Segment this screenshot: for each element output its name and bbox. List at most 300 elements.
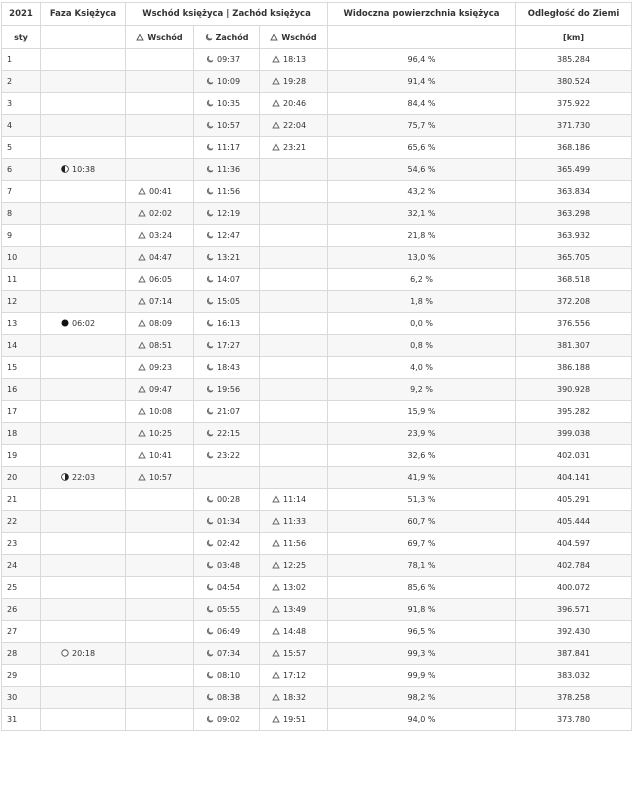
moonset-cell: [194, 665, 260, 687]
phase-cell: [41, 489, 126, 511]
moonrise-cell: [126, 511, 194, 533]
table-row: [2, 159, 632, 181]
distance-header: Odległość do Ziemi: [516, 3, 632, 26]
visible-surface-value: 15,9 %: [407, 407, 436, 416]
phase-cell: [41, 709, 126, 731]
visible-surface-cell: [328, 335, 516, 357]
table-row: [2, 379, 632, 401]
visible-surface-cell: [328, 555, 516, 577]
moonrise-icon: [138, 253, 146, 261]
table-row: [2, 291, 632, 313]
moonset-time: 18:43: [217, 363, 241, 372]
moonrise-icon: [272, 715, 280, 723]
moonrise2-time: 20:46: [283, 99, 307, 108]
moonset-icon: [206, 715, 214, 723]
day-cell: [2, 335, 41, 357]
moonset-icon: [206, 693, 214, 701]
moonrise2-cell: [260, 49, 328, 71]
distance-cell: [516, 225, 632, 247]
visible-surface-cell: [328, 291, 516, 313]
distance-value: 368.186: [556, 143, 591, 152]
visible-surface-cell: [328, 665, 516, 687]
visible-surface-cell: [328, 137, 516, 159]
table-row: [2, 401, 632, 423]
day-number: 28: [7, 649, 18, 658]
table-row: [2, 225, 632, 247]
moonrise2-time: 18:13: [283, 55, 307, 64]
phase-cell: [41, 313, 126, 335]
moonrise-icon: [138, 341, 146, 349]
moonrise-icon: [272, 99, 280, 107]
visible-surface-value: 13,0 %: [407, 253, 436, 262]
distance-cell: [516, 313, 632, 335]
moonrise2-cell: [260, 533, 328, 555]
visible-surface-cell: [328, 225, 516, 247]
distance-value: 387.841: [556, 649, 591, 658]
distance-cell: [516, 467, 632, 489]
visible-surface-value: 54,6 %: [407, 165, 436, 174]
rise-set-header: Wschód księżyca | Zachód księżyca: [126, 3, 328, 26]
table-row: [2, 423, 632, 445]
moonset-time: 10:09: [217, 77, 241, 86]
day-cell: [2, 467, 41, 489]
moonrise-cell: [126, 269, 194, 291]
day-cell: [2, 313, 41, 335]
moonset-time: 01:34: [217, 517, 241, 526]
moonrise-time: 10:41: [149, 451, 173, 460]
day-cell: [2, 379, 41, 401]
moonrise-cell: [126, 687, 194, 709]
visible-surface-cell: [328, 643, 516, 665]
moonset-time: 07:34: [217, 649, 241, 658]
distance-cell: [516, 137, 632, 159]
moonrise2-time: 13:49: [283, 605, 307, 614]
moonrise-time: 03:24: [149, 231, 173, 240]
moonset-cell: [194, 709, 260, 731]
moonset-cell: [194, 599, 260, 621]
day-cell: [2, 203, 41, 225]
day-cell: [2, 533, 41, 555]
moonrise-cell: [126, 423, 194, 445]
moonset-time: 04:54: [217, 583, 241, 592]
visible-surface-value: 0,0 %: [410, 319, 433, 328]
phase-cell: [41, 511, 126, 533]
moonset-time: 05:55: [217, 605, 241, 614]
distance-value: 405.291: [556, 495, 591, 504]
moonrise2-cell: [260, 577, 328, 599]
visible-surface-cell: [328, 533, 516, 555]
moonset-cell: [194, 49, 260, 71]
visible-surface-value: 6,2 %: [410, 275, 433, 284]
distance-cell: [516, 379, 632, 401]
day-number: 21: [7, 495, 18, 504]
moon-calendar-table: [1, 2, 632, 731]
distance-cell: [516, 621, 632, 643]
moonset-cell: [194, 137, 260, 159]
visible-surface-cell: [328, 445, 516, 467]
phase-cell: [41, 599, 126, 621]
distance-cell: [516, 203, 632, 225]
day-cell: [2, 357, 41, 379]
distance-value: 363.834: [556, 187, 591, 196]
rise1-subheader-label: Wschód: [147, 32, 183, 42]
moonset-time: 02:42: [217, 539, 241, 548]
moonrise-time: 08:51: [149, 341, 173, 350]
moonset-cell: [194, 291, 260, 313]
moonrise-cell: [126, 71, 194, 93]
moonrise2-cell: [260, 445, 328, 467]
distance-value: 363.932: [556, 231, 591, 240]
moonrise2-time: 12:25: [283, 561, 307, 570]
table-row: [2, 445, 632, 467]
distance-value: 371.730: [556, 121, 591, 130]
moonset-cell: [194, 489, 260, 511]
day-number: 7: [7, 187, 13, 196]
visible-surface-value: 9,2 %: [410, 385, 433, 394]
moonrise2-cell: [260, 357, 328, 379]
moonrise2-cell: [260, 489, 328, 511]
phase-cell: [41, 401, 126, 423]
visible-surface-cell: [328, 115, 516, 137]
moonrise-icon: [272, 561, 280, 569]
day-cell: [2, 599, 41, 621]
moonrise2-cell: [260, 467, 328, 489]
visible-surface-cell: [328, 599, 516, 621]
moonrise-icon: [138, 451, 146, 459]
moonset-icon: [206, 363, 214, 371]
visible-surface-value: 21,8 %: [407, 231, 436, 240]
moonrise-icon: [272, 143, 280, 151]
distance-cell: [516, 93, 632, 115]
moonrise-cell: [126, 445, 194, 467]
new-moon-icon: [61, 319, 69, 327]
moonrise-cell: [126, 335, 194, 357]
moonset-time: 06:49: [217, 627, 241, 636]
phase-cell: [41, 93, 126, 115]
moonrise2-cell: [260, 71, 328, 93]
phase-cell: [41, 115, 126, 137]
table-row: [2, 71, 632, 93]
distance-cell: [516, 577, 632, 599]
moonset-icon: [206, 407, 214, 415]
moonrise2-cell: [260, 665, 328, 687]
moonset-time: 19:56: [217, 385, 241, 394]
moonset-cell: [194, 577, 260, 599]
visible-surface-value: 96,5 %: [407, 627, 436, 636]
moonrise-cell: [126, 313, 194, 335]
moonset-time: 03:48: [217, 561, 241, 570]
distance-cell: [516, 643, 632, 665]
moonrise2-cell: [260, 511, 328, 533]
day-number: 11: [7, 275, 18, 284]
moonrise-icon: [138, 429, 146, 437]
moonset-icon: [206, 143, 214, 151]
moonrise-icon: [272, 671, 280, 679]
visible-surface-value: 1,8 %: [410, 297, 433, 306]
moonset-icon: [206, 231, 214, 239]
visible-subheader: [328, 26, 516, 49]
moonset-time: 14:07: [217, 275, 241, 284]
moonrise-cell: [126, 203, 194, 225]
day-number: 5: [7, 143, 13, 152]
moonset-icon: [206, 275, 214, 283]
day-number: 31: [7, 715, 18, 724]
visible-surface-value: 32,6 %: [407, 451, 436, 460]
moonrise-icon: [138, 187, 146, 195]
moonset-icon: [206, 539, 214, 547]
moonset-time: 15:05: [217, 297, 241, 306]
moonrise-cell: [126, 665, 194, 687]
distance-cell: [516, 269, 632, 291]
moonset-time: 23:22: [217, 451, 241, 460]
moonrise-cell: [126, 401, 194, 423]
table-row: [2, 643, 632, 665]
day-number: 8: [7, 209, 13, 218]
moonset-time: 11:36: [217, 165, 241, 174]
month-label: sty: [2, 26, 41, 49]
day-number: 24: [7, 561, 18, 570]
moonrise-icon: [138, 407, 146, 415]
moonset-cell: [194, 511, 260, 533]
visible-surface-cell: [328, 203, 516, 225]
day-cell: [2, 621, 41, 643]
day-cell: [2, 445, 41, 467]
visible-surface-value: 78,1 %: [407, 561, 436, 570]
moonset-cell: [194, 687, 260, 709]
phase-cell: [41, 49, 126, 71]
moonset-cell: [194, 445, 260, 467]
day-cell: [2, 401, 41, 423]
moonset-icon: [206, 605, 214, 613]
phase-cell: [41, 269, 126, 291]
moonset-cell: [194, 115, 260, 137]
moonset-cell: [194, 269, 260, 291]
moonrise-cell: [126, 643, 194, 665]
rise1-subheader: [126, 26, 194, 49]
distance-cell: [516, 159, 632, 181]
moonset-cell: [194, 621, 260, 643]
visible-surface-cell: [328, 247, 516, 269]
distance-value: 373.780: [556, 715, 591, 724]
phase-cell: [41, 665, 126, 687]
table-row: [2, 621, 632, 643]
full-moon-icon: [61, 649, 69, 657]
moonrise-cell: [126, 489, 194, 511]
moonset-icon: [206, 649, 214, 657]
day-number: 17: [7, 407, 18, 416]
phase-cell: [41, 181, 126, 203]
moonset-cell: [194, 555, 260, 577]
moonrise-time: 09:23: [149, 363, 173, 372]
distance-value: 378.258: [556, 693, 591, 702]
distance-value: 395.282: [556, 407, 591, 416]
table-row: [2, 533, 632, 555]
distance-cell: [516, 291, 632, 313]
day-number: 2: [7, 77, 13, 86]
day-number: 9: [7, 231, 13, 240]
moonset-icon: [206, 561, 214, 569]
day-number: 15: [7, 363, 18, 372]
moonrise-cell: [126, 247, 194, 269]
day-number: 6: [7, 165, 13, 174]
moonset-icon: [206, 451, 214, 459]
visible-surface-cell: [328, 709, 516, 731]
moonrise-icon: [272, 517, 280, 525]
visible-surface-value: 99,9 %: [407, 671, 436, 680]
phase-cell: [41, 71, 126, 93]
moonrise2-time: 14:48: [283, 627, 307, 636]
table-row: [2, 93, 632, 115]
moonset-icon: [206, 187, 214, 195]
moonrise2-cell: [260, 643, 328, 665]
distance-value: 400.072: [556, 583, 591, 592]
moonrise-icon: [138, 473, 146, 481]
moonrise2-cell: [260, 555, 328, 577]
moonrise2-cell: [260, 599, 328, 621]
moonset-time: 10:57: [217, 121, 241, 130]
table-row: [2, 137, 632, 159]
distance-cell: [516, 709, 632, 731]
visible-surface-cell: [328, 357, 516, 379]
distance-value: 365.705: [556, 253, 591, 262]
moonset-time: 00:28: [217, 495, 241, 504]
table-row: [2, 687, 632, 709]
visible-surface-value: 51,3 %: [407, 495, 436, 504]
visible-surface-value: 96,4 %: [407, 55, 436, 64]
table-row: [2, 555, 632, 577]
visible-surface-cell: [328, 511, 516, 533]
moonrise2-cell: [260, 93, 328, 115]
set-subheader: [194, 26, 260, 49]
moonset-cell: [194, 423, 260, 445]
visible-surface-cell: [328, 313, 516, 335]
visible-surface-value: 75,7 %: [407, 121, 436, 130]
visible-surface-value: 4,0 %: [410, 363, 433, 372]
moonset-time: 21:07: [217, 407, 241, 416]
moonset-time: 16:13: [217, 319, 241, 328]
distance-value: 404.597: [556, 539, 591, 548]
table-row: [2, 577, 632, 599]
moonset-time: 17:27: [217, 341, 241, 350]
moonset-cell: [194, 533, 260, 555]
moonrise-icon: [272, 539, 280, 547]
visible-surface-value: 41,9 %: [407, 473, 436, 482]
distance-value: 368.518: [556, 275, 591, 284]
phase-cell: [41, 159, 126, 181]
moonrise2-time: 18:32: [283, 693, 307, 702]
phase-cell: [41, 137, 126, 159]
first-quarter-icon: [61, 473, 69, 481]
moonrise-time: 10:57: [149, 473, 173, 482]
distance-value: 399.038: [556, 429, 591, 438]
moonset-icon: [206, 495, 214, 503]
moonset-icon: [206, 77, 214, 85]
moonrise-icon: [272, 649, 280, 657]
moonrise-cell: [126, 137, 194, 159]
header-row: [2, 3, 632, 26]
moonrise-icon: [138, 319, 146, 327]
moonrise2-cell: [260, 621, 328, 643]
phase-cell: [41, 203, 126, 225]
day-cell: [2, 159, 41, 181]
table-row: [2, 313, 632, 335]
set-subheader-label: Zachód: [215, 32, 249, 42]
table-row: [2, 665, 632, 687]
table-row: [2, 335, 632, 357]
moonrise2-cell: [260, 687, 328, 709]
day-cell: [2, 71, 41, 93]
distance-value: 396.571: [556, 605, 591, 614]
rise2-subheader: [260, 26, 328, 49]
moonset-time: 09:37: [217, 55, 241, 64]
day-number: 1: [7, 55, 13, 64]
moonset-time: 08:10: [217, 671, 241, 680]
moonset-icon: [206, 253, 214, 261]
last-quarter-icon: [61, 165, 69, 173]
table-row: [2, 357, 632, 379]
moonset-cell: [194, 357, 260, 379]
phase-subheader: [41, 26, 126, 49]
day-number: 20: [7, 473, 18, 482]
table-row: [2, 599, 632, 621]
moonset-icon: [206, 429, 214, 437]
day-number: 27: [7, 627, 18, 636]
moonrise-icon: [272, 627, 280, 635]
phase-cell: [41, 423, 126, 445]
table-row: [2, 247, 632, 269]
day-cell: [2, 577, 41, 599]
moonrise-icon: [270, 33, 278, 41]
visible-surface-value: 23,9 %: [407, 429, 436, 438]
table-row: [2, 115, 632, 137]
visible-surface-header: Widoczna powierzchnia księżyca: [328, 3, 516, 26]
phase-cell: [41, 379, 126, 401]
visible-surface-value: 98,2 %: [407, 693, 436, 702]
table-row: [2, 49, 632, 71]
day-cell: [2, 49, 41, 71]
moonrise2-time: 19:28: [283, 77, 307, 86]
visible-surface-cell: [328, 269, 516, 291]
visible-surface-cell: [328, 423, 516, 445]
phase-cell: [41, 621, 126, 643]
moonset-time: 22:15: [217, 429, 241, 438]
day-number: 13: [7, 319, 18, 328]
moonset-time: 08:38: [217, 693, 241, 702]
visible-surface-value: 91,4 %: [407, 77, 436, 86]
visible-surface-cell: [328, 401, 516, 423]
moonset-cell: [194, 247, 260, 269]
distance-cell: [516, 687, 632, 709]
moonset-cell: [194, 379, 260, 401]
moonset-time: 10:35: [217, 99, 241, 108]
day-number: 26: [7, 605, 18, 614]
visible-surface-cell: [328, 379, 516, 401]
moonrise-cell: [126, 709, 194, 731]
moonrise-icon: [138, 231, 146, 239]
moonrise2-time: 11:33: [283, 517, 307, 526]
distance-cell: [516, 181, 632, 203]
distance-value: 405.444: [556, 517, 591, 526]
day-cell: [2, 93, 41, 115]
visible-surface-value: 69,7 %: [407, 539, 436, 548]
moonset-icon: [206, 209, 214, 217]
day-cell: [2, 181, 41, 203]
moonset-icon: [206, 671, 214, 679]
distance-value: 383.032: [556, 671, 591, 680]
visible-surface-value: 0,8 %: [410, 341, 433, 350]
moonrise-time: 09:47: [149, 385, 173, 394]
phase-time: 20:18: [72, 649, 96, 658]
